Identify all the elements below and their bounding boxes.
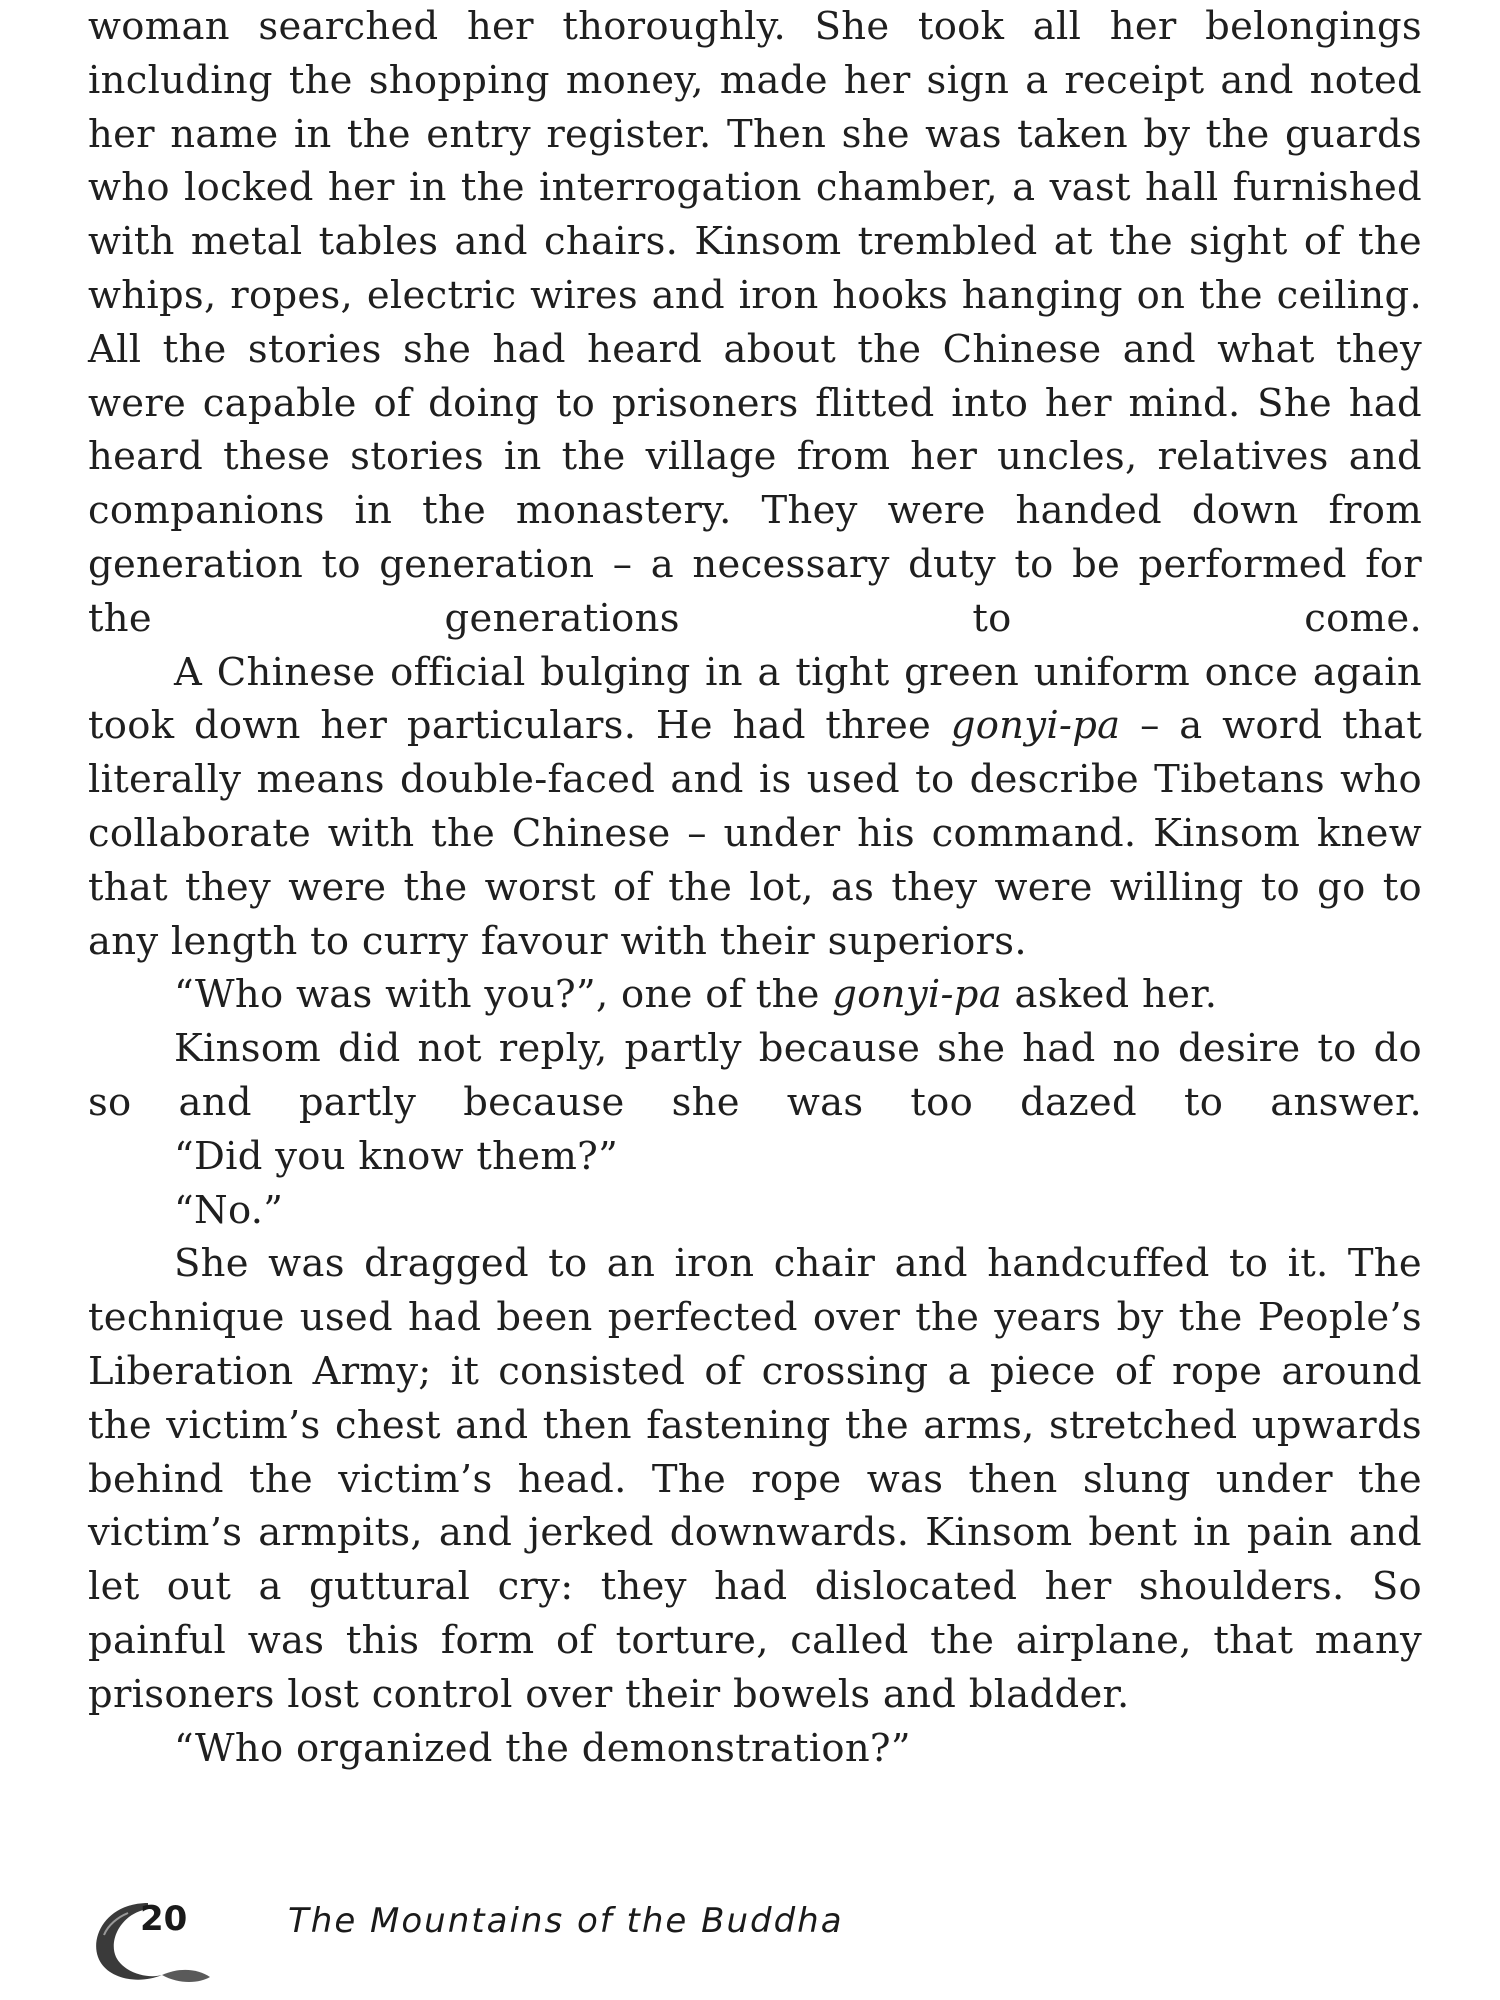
paragraph	[88, 1022, 1422, 1130]
text-segment: Kinsom did not reply, partly because she had no desire to do so and partly because she was too dazed to answer.	[88, 1026, 1422, 1125]
text-segment: – a word that literally means double-faced and is used to describe Tibetans who collaborate with the Chinese – under his command. Kinsom knew that they were the worst of the lot, as they were willing to go to any length to curry favour with their superiors.	[88, 703, 1423, 964]
paragraph	[88, 968, 1422, 1022]
running-title: The Mountains of the Buddha	[288, 1901, 844, 1941]
page-number: 20	[140, 1899, 188, 1939]
text-segment: “Who was with you?”, one of the	[174, 972, 833, 1018]
page-footer	[88, 1895, 1088, 1985]
paragraph	[88, 1722, 1422, 1776]
paragraph	[88, 646, 1422, 969]
paragraph	[88, 1130, 1422, 1184]
text-segment: She was dragged to an iron chair and handcuffed to it. The technique used had been perfected over the years by the People’s Liberation Army; it consisted of crossing a piece of rope around the victim’s chest and then fastening the arms, stretched upwards behind the victim’s head. The rope was then slung under the victim’s armpits, and jerked downwards. Kinsom bent in pain and let out a guttural cry: they had dislocated her shoulders. So painful was this form of torture, called the airplane, that many prisoners lost control over their bowels and bladder.	[88, 1241, 1422, 1717]
paragraph	[88, 1184, 1422, 1238]
text-segment: “Who organized the demonstration?”	[174, 1725, 911, 1771]
text-segment: “No.”	[174, 1187, 284, 1233]
text-segment: asked her.	[1002, 972, 1218, 1018]
paragraph	[88, 0, 1422, 646]
body-text	[88, 0, 1422, 1775]
text-segment: woman searched her thoroughly. She took all her belongings including the shopping money, made her sign a receipt and noted her name in the entry register. Then she was taken by the guards who locked her in the interrogation chamber, a vast hall furnished with metal tables and chairs. Kinsom trembled at the sight of the whips, ropes, electric wires and iron hooks hanging on the ceiling. All the stories she had heard about the Chinese and what they were capable of doing to prisoners flitted into her mind. She had heard these stories in the village from her uncles, relatives and companions in the monastery. They were handed down from generation to generation – a necessary duty to be performed for the generations to come.	[88, 4, 1422, 641]
text-segment: A Chinese official bulging in a tight green uniform once again took down her particulars. He had three	[88, 649, 1422, 749]
italic-term: gonyi-pa	[832, 972, 1002, 1018]
paragraph	[88, 1237, 1422, 1721]
text-segment: “Did you know them?”	[174, 1133, 619, 1179]
italic-term: gonyi-pa	[950, 703, 1121, 749]
